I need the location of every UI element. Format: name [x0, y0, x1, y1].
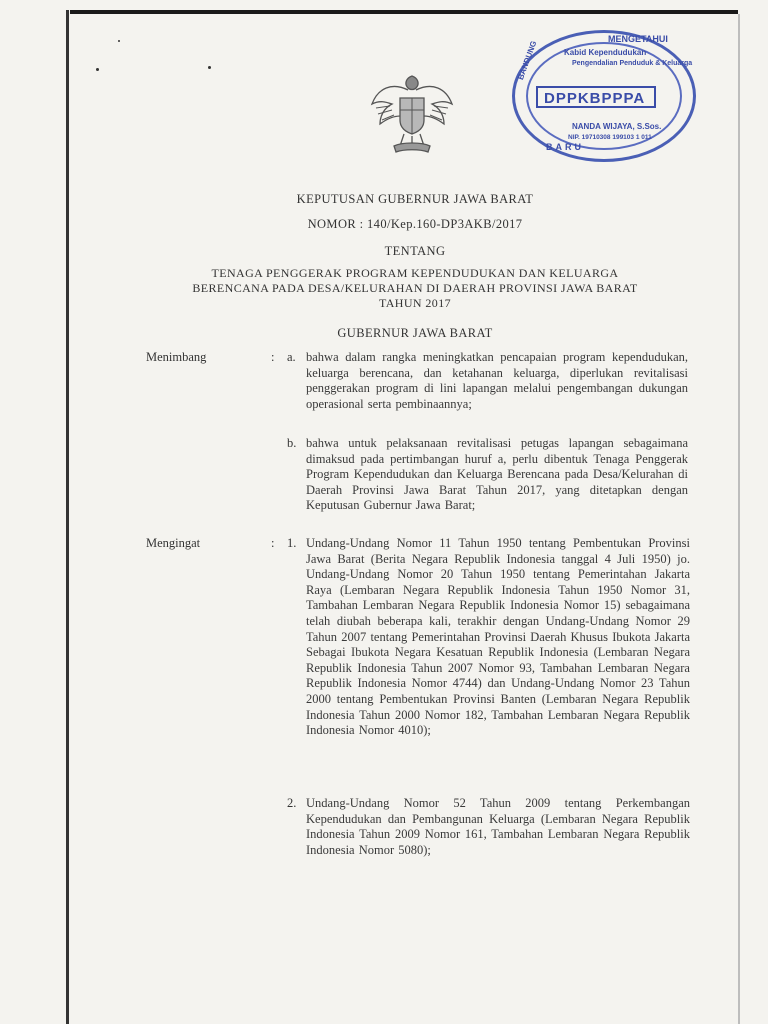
scan-edge-left	[66, 10, 69, 1024]
menimbang-item-marker: a.	[287, 350, 296, 364]
scan-edge-right	[738, 14, 740, 1024]
scan-edge-top	[70, 10, 738, 14]
decree-title: KEPUTUSAN GUBERNUR JAWA BARAT	[296, 192, 534, 206]
stamp-top-text: MENGETAHUI	[608, 34, 668, 44]
decree-issuer: GUBERNUR JAWA BARAT	[337, 326, 493, 340]
decree-subject-line: TENAGA PENGGERAK PROGRAM KEPENDUDUKAN DAN KELUARGA	[211, 266, 619, 280]
stamp-nip: NIP. 19710308 199103 1 011	[568, 134, 652, 141]
scan-speck	[118, 40, 120, 42]
garuda-emblem-icon	[368, 68, 456, 156]
mengingat-colon: :	[271, 536, 275, 550]
mengingat-label: Mengingat	[146, 536, 201, 550]
scan-speck	[96, 68, 99, 71]
mengingat-item-marker: 2.	[287, 796, 297, 810]
mengingat-item-marker: 1.	[287, 536, 297, 550]
menimbang-label: Menimbang	[146, 350, 207, 364]
decree-subject-line: TAHUN 2017	[378, 296, 452, 310]
menimbang-colon: :	[271, 350, 275, 364]
scan-speck	[208, 66, 211, 69]
stamp-line2: Pengendalian Penduduk & Keluarga	[572, 60, 693, 67]
decree-number: NOMOR : 140/Kep.160-DP3AKB/2017	[307, 217, 523, 231]
mengingat-item-text: Undang-Undang Nomor 52 Tahun 2009 tentang Perkembangan Kependudukan dan Pembangunan Keluarga (Lembaran Negara Republik Indonesia Tahun 2009 Nomor 161, Tambahan Lembaran Negara Republik Indonesia Nomor 5080);	[306, 796, 690, 857]
menimbang-item-marker: b.	[287, 436, 297, 450]
stamp-left-arc: BANDUNG	[516, 39, 539, 82]
decree-subject-line: BERENCANA PADA DESA/KELURAHAN DI DAERAH PROVINSI JAWA BARAT	[192, 281, 638, 295]
menimbang-item-text: bahwa dalam rangka meningkatkan pencapaian program kependudukan, keluarga berencana, dan ketahanan keluarga, diperlukan revitalisasi penggerakan program di lini lapangan melalui pengembangan dukungan operasional serta pembinaannya;	[306, 350, 688, 411]
menimbang-item-text: bahwa untuk pelaksanaan revitalisasi petugas lapangan sebagaimana dimaksud pada pertimbangan huruf a, perlu dibentuk Tenaga Penggerak Program Kependudukan dan Keluarga Berencana pada Desa/Kelurahan di Daerah Provinsi Jawa Barat Tahun 2017, yang ditetapkan dengan Keputusan Gubernur Jawa Barat;	[306, 436, 688, 513]
stamp-brand: DPPKBPPPA	[536, 86, 656, 108]
stamp-line1: Kabid Kependudukan	[564, 48, 647, 57]
mengingat-item-text: Undang-Undang Nomor 11 Tahun 1950 tentang Pembentukan Provinsi Jawa Barat (Berita Negara Republik Indonesia tanggal 4 Juli 1950) jo. Undang-Undang Nomor 20 Tahun 1950 tentang Pemerintahan Jakarta Raya (Lembaran Negara Republik Indonesia Tahun 1950 Nomor 31, Tambahan Lembaran Negara Republik Indonesia Nomor 15) sebagaimana telah diubah beberapa kali, terakhir dengan Undang-Undang Nomor 29 Tahun 2007 tentang Pemerintahan Provinsi Daerah Khusus Ibukota Jakarta Sebagai Ibukota Negara Kesatuan Republik Indonesia (Lembaran Negara Republik Indonesia Tahun 2007 Nomor 93, Tambahan Lembaran Negara Republik Indonesia Nomor 4744) dan Undang-Undang Nomor 23 Tahun 2000 tentang Pembentukan Provinsi Banten (Lembaran Negara Republik Indonesia Tahun 2000 Nomor 182, Tambahan Lembaran Negara Republik Indonesia Nomor 4010);	[306, 536, 690, 738]
decree-about: TENTANG	[384, 244, 446, 258]
stamp-signer: NANDA WIJAYA, S.Sos.	[572, 122, 662, 131]
stamp-bottom-text: BARU	[546, 142, 584, 152]
official-stamp	[512, 30, 698, 164]
